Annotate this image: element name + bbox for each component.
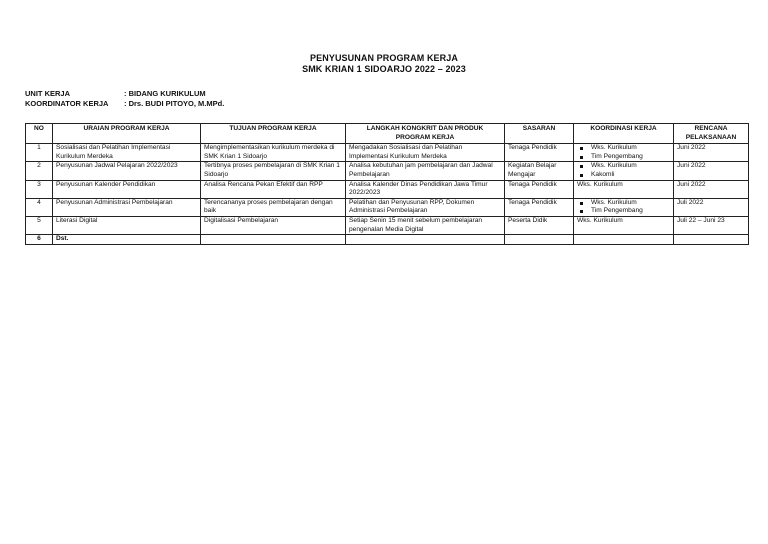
cell-rencana: [674, 235, 749, 245]
document-title: PENYUSUNAN PROGRAM KERJA: [310, 53, 458, 63]
table-row: [26, 216, 749, 234]
cell-uraian: Penyusunan Kalender Pendidikan: [53, 180, 201, 198]
cell-sasaran: Kegiatan Belajar Mengajar: [505, 162, 574, 180]
cell-no: 2: [26, 162, 53, 180]
unit-kerja-label: UNIT KERJA: [25, 89, 71, 98]
koordinator-label: KOORDINATOR KERJA: [25, 99, 109, 108]
bullet-item: Wks. Kurikulum: [577, 144, 670, 153]
cell-no: 5: [26, 216, 53, 234]
cell-tujuan: Mengimplementasikan kurikulum merdeka di SMK Krian 1 Sidoarjo: [201, 144, 346, 162]
header-koordinasi: KOORDINASI KERJA: [574, 124, 674, 144]
cell-rencana: Juli 22 – Juni 23: [674, 216, 749, 234]
koordinator-line: [25, 98, 224, 109]
cell-sasaran: Tenaga Pendidik: [505, 180, 574, 198]
cell-sasaran: [505, 235, 574, 245]
table-row: [26, 180, 749, 198]
header-sasaran: SASARAN: [505, 124, 574, 144]
cell-no: 1: [26, 144, 53, 162]
bullet-item: Wks. Kurikulum: [577, 199, 670, 208]
bullet-item: Tim Pengembang: [577, 207, 670, 216]
program-table: [25, 123, 749, 245]
bullet-item: Wks. Kurikulum: [577, 162, 670, 171]
cell-koordinasi: [574, 198, 674, 216]
table-row: [26, 198, 749, 216]
table-row: [26, 235, 749, 245]
cell-koordinasi: [574, 235, 674, 245]
cell-langkah: Analisa Kalender Dinas Pendidikan Jawa Timur 2022/2023: [346, 180, 505, 198]
bullet-item: Kakomli: [577, 171, 670, 180]
cell-sasaran: Tenaga Pendidik: [505, 144, 574, 162]
cell-no: 3: [26, 180, 53, 198]
cell-langkah: Pelatihan dan Penyusunan RPP, Dokumen Administrasi Pembelajaran: [346, 198, 505, 216]
cell-uraian: Sosialisasi dan Pelatihan Implementasi Kurikulum Merdeka: [53, 144, 201, 162]
cell-uraian: Penyusunan Jadwal Pelajaran 2022/2023: [53, 162, 201, 180]
header-uraian: URAIAN PROGRAM KERJA: [53, 124, 201, 144]
cell-tujuan: Terencananya proses pembelajaran dengan baik: [201, 198, 346, 216]
koordinator-value: : Drs. BUDI PITOYO, M.MPd.: [124, 99, 225, 108]
cell-tujuan: [201, 235, 346, 245]
cell-rencana: Juni 2022: [674, 162, 749, 180]
header-langkah: LANGKAH KONGKRIT DAN PRODUK PROGRAM KERJA: [346, 124, 505, 144]
cell-tujuan: Analisa Rencana Pekan Efektif dan RPP: [201, 180, 346, 198]
cell-langkah: Analisa kebutuhan jam pembelajaran dan Jadwal Pembelajaran: [346, 162, 505, 180]
cell-no: 6: [26, 235, 53, 245]
cell-langkah: Setiap Senin 15 menit sebelum pembelajaran pengenalan Media Digital: [346, 216, 505, 234]
table-row: [26, 162, 749, 180]
unit-kerja-value: : BIDANG KURIKULUM: [124, 89, 206, 98]
table-row: [26, 144, 749, 162]
cell-langkah: Mengadakan Sosialisasi dan Pelatihan Implementasi Kurikulum Merdeka: [346, 144, 505, 162]
table-header-row: [26, 124, 749, 144]
cell-rencana: Juni 2022: [674, 144, 749, 162]
header-no: NO: [26, 124, 53, 144]
cell-sasaran: Tenaga Pendidik: [505, 198, 574, 216]
cell-no: 4: [26, 198, 53, 216]
cell-rencana: Juli 2022: [674, 198, 749, 216]
cell-tujuan: Tertibnya proses pembelajaran di SMK Krian 1 Sidoarjo: [201, 162, 346, 180]
cell-koordinasi: [574, 162, 674, 180]
cell-uraian: Penyusunan Administrasi Pembelajaran: [53, 198, 201, 216]
cell-langkah: [346, 235, 505, 245]
cell-uraian: Dst.: [53, 235, 201, 245]
cell-uraian: Literasi Digital: [53, 216, 201, 234]
cell-koordinasi: Wks. Kurikulum: [574, 216, 674, 234]
cell-sasaran: Peserta Didik: [505, 216, 574, 234]
document-subtitle: SMK KRIAN 1 SIDOARJO 2022 – 2023: [302, 64, 466, 74]
header-tujuan: TUJUAN PROGRAM KERJA: [201, 124, 346, 144]
cell-koordinasi: [574, 144, 674, 162]
bullet-item: Tim Pengembang: [577, 153, 670, 162]
header-rencana: RENCANA PELAKSANAAN: [674, 124, 749, 144]
cell-rencana: Juni 2022: [674, 180, 749, 198]
cell-tujuan: Digitalisasi Pembelajaran: [201, 216, 346, 234]
cell-koordinasi: Wks. Kurikulum: [574, 180, 674, 198]
